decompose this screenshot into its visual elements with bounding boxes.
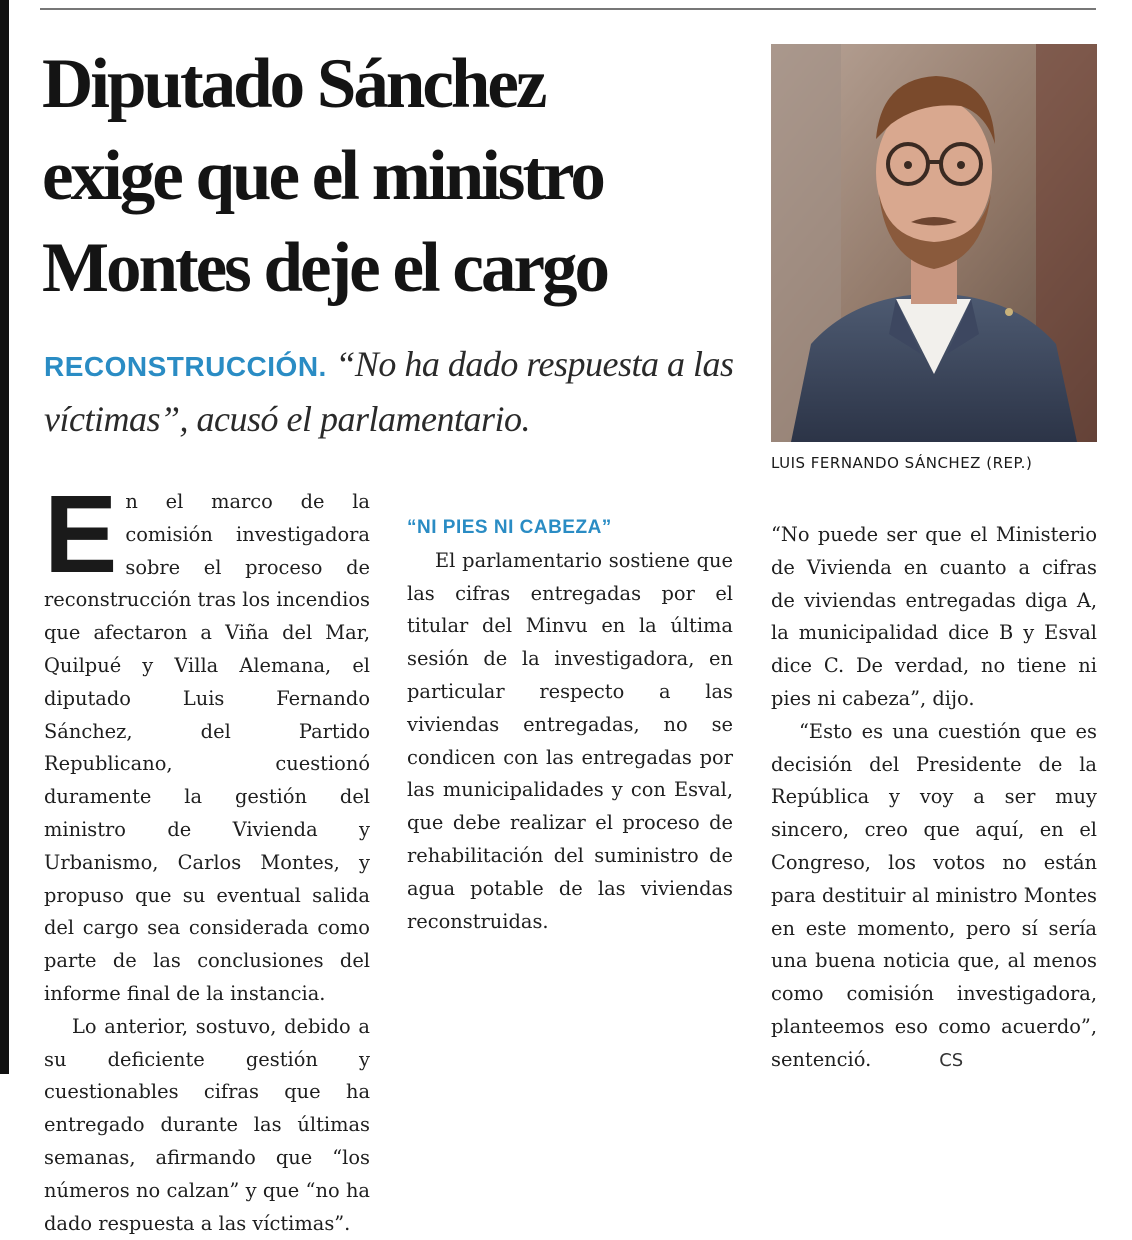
drop-cap: E xyxy=(44,473,118,596)
column-3 xyxy=(771,519,1097,1078)
page-edge-rule xyxy=(0,0,9,1074)
column-2 xyxy=(407,486,733,938)
headline-line-3: Montes deje el cargo xyxy=(42,229,607,307)
headline-line-2: exige que el ministro xyxy=(42,137,603,215)
portrait-photo xyxy=(771,44,1097,442)
paragraph-1-text: n el marco de la comisión investigadora sobre el proceso de reconstrucción tras los incendios que afectaron a Viña del Mar, Quilpué y Villa Alemana, el diputado Luis Fernando Sánchez, del Partido Republicano, cuestionó duramente la gestión del ministro de Vivienda y Urbanismo, Carlos Montes, y propuso que su eventual salida del cargo sea considerada como parte de las conclusiones del informe final de la instancia. xyxy=(44,490,370,1005)
paragraph-2: Lo anterior, sostuvo, debido a su deficiente gestión y cuestionables cifras que ha entregado durante las últimas semanas, afirmando que “los números no calzan” y que “no ha dado respuesta a las víctimas”. xyxy=(44,1014,370,1235)
paragraph-3: El parlamentario sostiene que las cifras entregadas por el titular del Minvu en la última sesión de la investigadora, en particular respecto a las viviendas entregadas, no se condicen con las entregadas por las municipalidades y con Esval, que debe realizar el proceso de rehabilitación del suministro de agua potable de las viviendas reconstruidas. xyxy=(407,548,733,933)
headline-line-1: Diputado Sánchez xyxy=(42,45,545,123)
paragraph-4: “No puede ser que el Ministerio de Vivienda en cuanto a cifras de viviendas entregadas diga A, la municipalidad dice B y Esval dice C. De verdad, no tiene ni pies ni cabeza”, dijo. xyxy=(771,523,1097,710)
end-mark-icon: CS xyxy=(939,1049,964,1071)
top-rule xyxy=(40,8,1096,10)
deck xyxy=(44,338,744,445)
section-subhead: “NI PIES NI CABEZA” xyxy=(407,517,612,538)
deck-text: “No ha dado respuesta a las víctimas”, acusó el parlamentario. xyxy=(44,344,734,439)
portrait-illustration xyxy=(771,44,1097,442)
column-1 xyxy=(44,473,370,1240)
paragraph-5-text: “Esto es una cuestión que es decisión del Presidente de la República y voy a ser muy sincero, creo que aquí, en el Congreso, los votos no están para destituir al ministro Montes en este momento, pero sí sería una buena noticia que, al menos como comisión investigadora, planteemos eso como acuerdo”, sentenció. xyxy=(771,719,1098,1071)
photo-caption: LUIS FERNANDO SÁNCHEZ (REP.) xyxy=(771,454,1033,472)
paragraph-1 xyxy=(44,473,370,1011)
headline xyxy=(42,38,742,314)
paragraph-5 xyxy=(771,716,1097,1078)
deck-kicker: RECONSTRUCCIÓN. xyxy=(44,351,327,382)
